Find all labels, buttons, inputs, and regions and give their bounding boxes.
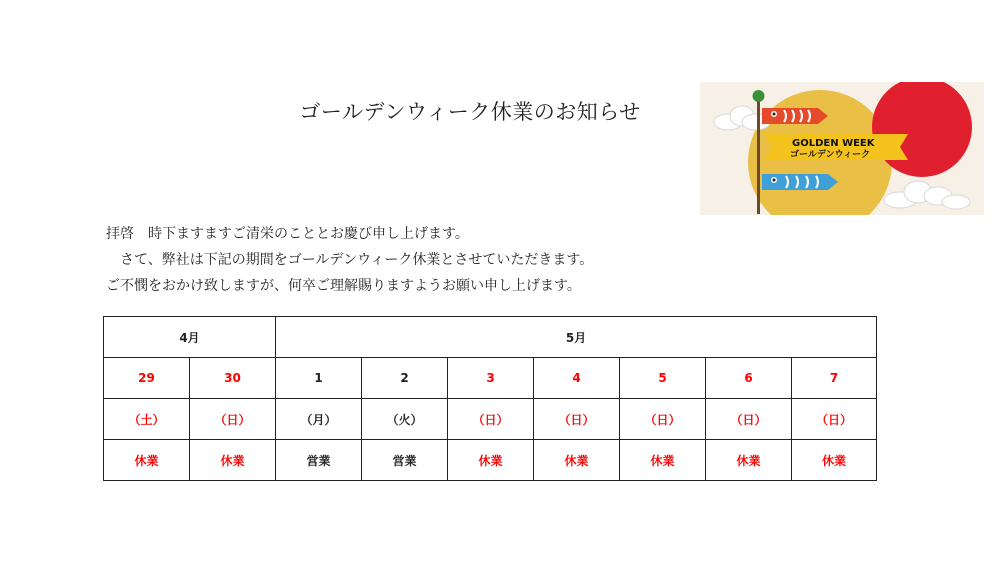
weekday-cell: （日）	[620, 399, 706, 440]
status-cell: 休業	[448, 440, 534, 481]
body-line-2: さて、弊社は下記の期間をゴールデンウィーク休業とさせていただきます。	[106, 252, 594, 268]
date-cell: 6	[706, 358, 792, 399]
weekday-row	[104, 399, 877, 440]
date-cell: 30	[190, 358, 276, 399]
date-cell: 2	[362, 358, 448, 399]
holiday-calendar-table	[103, 316, 877, 481]
status-cell: 休業	[706, 440, 792, 481]
greeting-text	[106, 221, 593, 299]
status-cell: 休業	[104, 440, 190, 481]
status-cell: 営業	[362, 440, 448, 481]
banner-line2: ゴールデンウィーク	[790, 150, 871, 160]
status-cell: 営業	[276, 440, 362, 481]
date-cell: 3	[448, 358, 534, 399]
date-cell: 4	[534, 358, 620, 399]
date-cell: 7	[792, 358, 877, 399]
weekday-cell: （日）	[792, 399, 877, 440]
page-title: ゴールデンウィーク休業のお知らせ	[299, 100, 641, 124]
month-may: 5月	[276, 317, 877, 358]
status-cell: 休業	[534, 440, 620, 481]
blue-carp-icon	[762, 174, 838, 190]
weekday-cell: （日）	[534, 399, 620, 440]
status-cell: 休業	[620, 440, 706, 481]
month-header-row	[104, 317, 877, 358]
date-cell: 5	[620, 358, 706, 399]
pole-top-icon	[753, 90, 765, 102]
banner-line1: GOLDEN WEEK	[792, 138, 875, 149]
red-carp-icon	[762, 108, 828, 124]
koinobori-illustration	[700, 82, 984, 215]
weekday-cell: （日）	[190, 399, 276, 440]
flag-pole	[757, 98, 760, 214]
body-line-1: 拝啓 時下ますますご清栄のこととお慶び申し上げます。	[106, 226, 469, 242]
status-cell: 休業	[792, 440, 877, 481]
date-row	[104, 358, 877, 399]
month-april: 4月	[104, 317, 276, 358]
weekday-cell: （土）	[104, 399, 190, 440]
weekday-cell: （日）	[448, 399, 534, 440]
status-row	[104, 440, 877, 481]
weekday-cell: （月）	[276, 399, 362, 440]
date-cell: 29	[104, 358, 190, 399]
date-cell: 1	[276, 358, 362, 399]
weekday-cell: （火）	[362, 399, 448, 440]
status-cell: 休業	[190, 440, 276, 481]
weekday-cell: （日）	[706, 399, 792, 440]
golden-week-banner	[700, 82, 984, 215]
body-line-3: ご不憫をおかけ致しますが、何卒ご理解賜りますようお願い申し上げます。	[106, 278, 581, 294]
